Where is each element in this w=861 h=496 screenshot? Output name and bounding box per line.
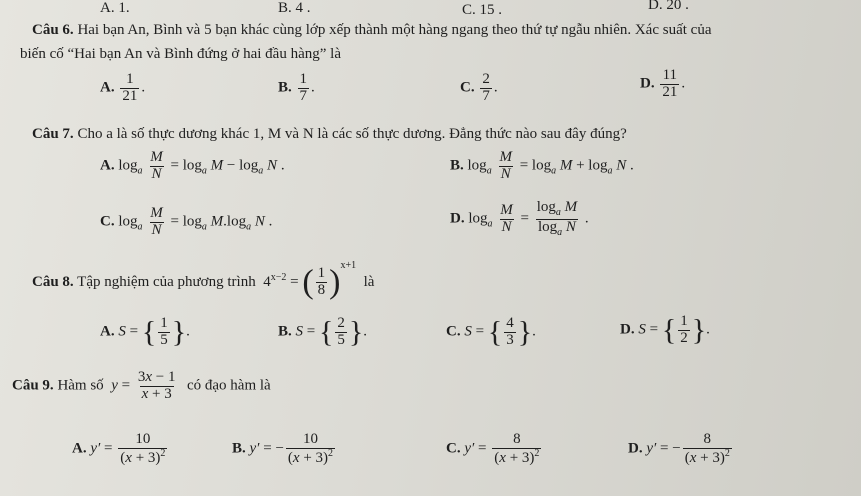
q7-option-d: D. $\log_a$ $\frac{M}{N}$ = $\frac{\log_a M}{\log_a N}$ .	[450, 199, 589, 238]
q9-option-a: A. y′ = $\frac{10}{(x + 3)^2}$	[72, 431, 166, 466]
question-8-text: Câu 8. Tập nghiệm của phương trình $4^{x-2}$ = ( $\frac{1}{8}$ )$^{x+1}$ là	[32, 260, 375, 301]
q7-option-a: A. $\log_a$ $\frac{M}{N}$ = $\log_a M - \log_a N$ .	[100, 149, 285, 182]
q7-option-c: C. $\log_a$ $\frac{M}{N}$ = $\log_a M.\log_a$ N .	[100, 205, 273, 238]
question-7-text: Câu 7. Cho a là số thực dương khác 1, M và N là các số thực dương. Đẳng thức nào sau đây đúng?	[32, 126, 627, 142]
q9-option-d: D. y′ = − $\frac{8}{(x + 3)^2}$	[628, 431, 730, 466]
q8-option-c: C. S = { $\frac{4}{3}$ }.	[446, 315, 536, 349]
q9-option-c: C. y′ = $\frac{8}{(x + 3)^2}$	[446, 431, 540, 466]
q8-option-b: B. S = { $\frac{2}{5}$ }.	[278, 315, 368, 349]
question-6-text: Câu 6. Hai bạn An, Bình và 5 bạn khác cùng lớp xếp thành một hàng ngang theo thứ tự ngẫu nhiên. Xác suất của	[32, 22, 712, 38]
top-option-a: A. 1.	[100, 0, 130, 16]
q7-option-b: B. $\log_a$ $\frac{M}{N}$ = $\log_a M + \log_a N$ .	[450, 149, 634, 182]
q8-option-a: A. S = { $\frac{1}{5}$ }.	[100, 315, 190, 349]
question-9-text: Câu 9. Hàm số y = $\frac{3x - 1}{x + 3}$ có đạo hàm là	[12, 369, 271, 402]
q6-option-a: A. $\frac{1}{21}$ .	[100, 71, 146, 104]
q6-option-b: B. $\frac{1}{7}$ .	[278, 71, 315, 104]
q8-option-d: D. S = { $\frac{1}{2}$ }.	[620, 313, 710, 347]
q6-option-c: C. $\frac{2}{7}$ .	[460, 71, 498, 104]
question-6-text-line2: biến cố “Hai bạn An và Bình đứng ở hai đầu hàng” là	[20, 46, 341, 62]
q9-option-b: B. y′ = − $\frac{10}{(x + 3)^2}$	[232, 431, 334, 466]
top-option-b: B. 4 .	[278, 0, 311, 16]
top-option-d: D. 20 .	[648, 0, 689, 13]
top-option-c: C. 15 .	[462, 2, 503, 18]
q6-option-d: D. $\frac{11}{21}$ .	[640, 67, 686, 100]
